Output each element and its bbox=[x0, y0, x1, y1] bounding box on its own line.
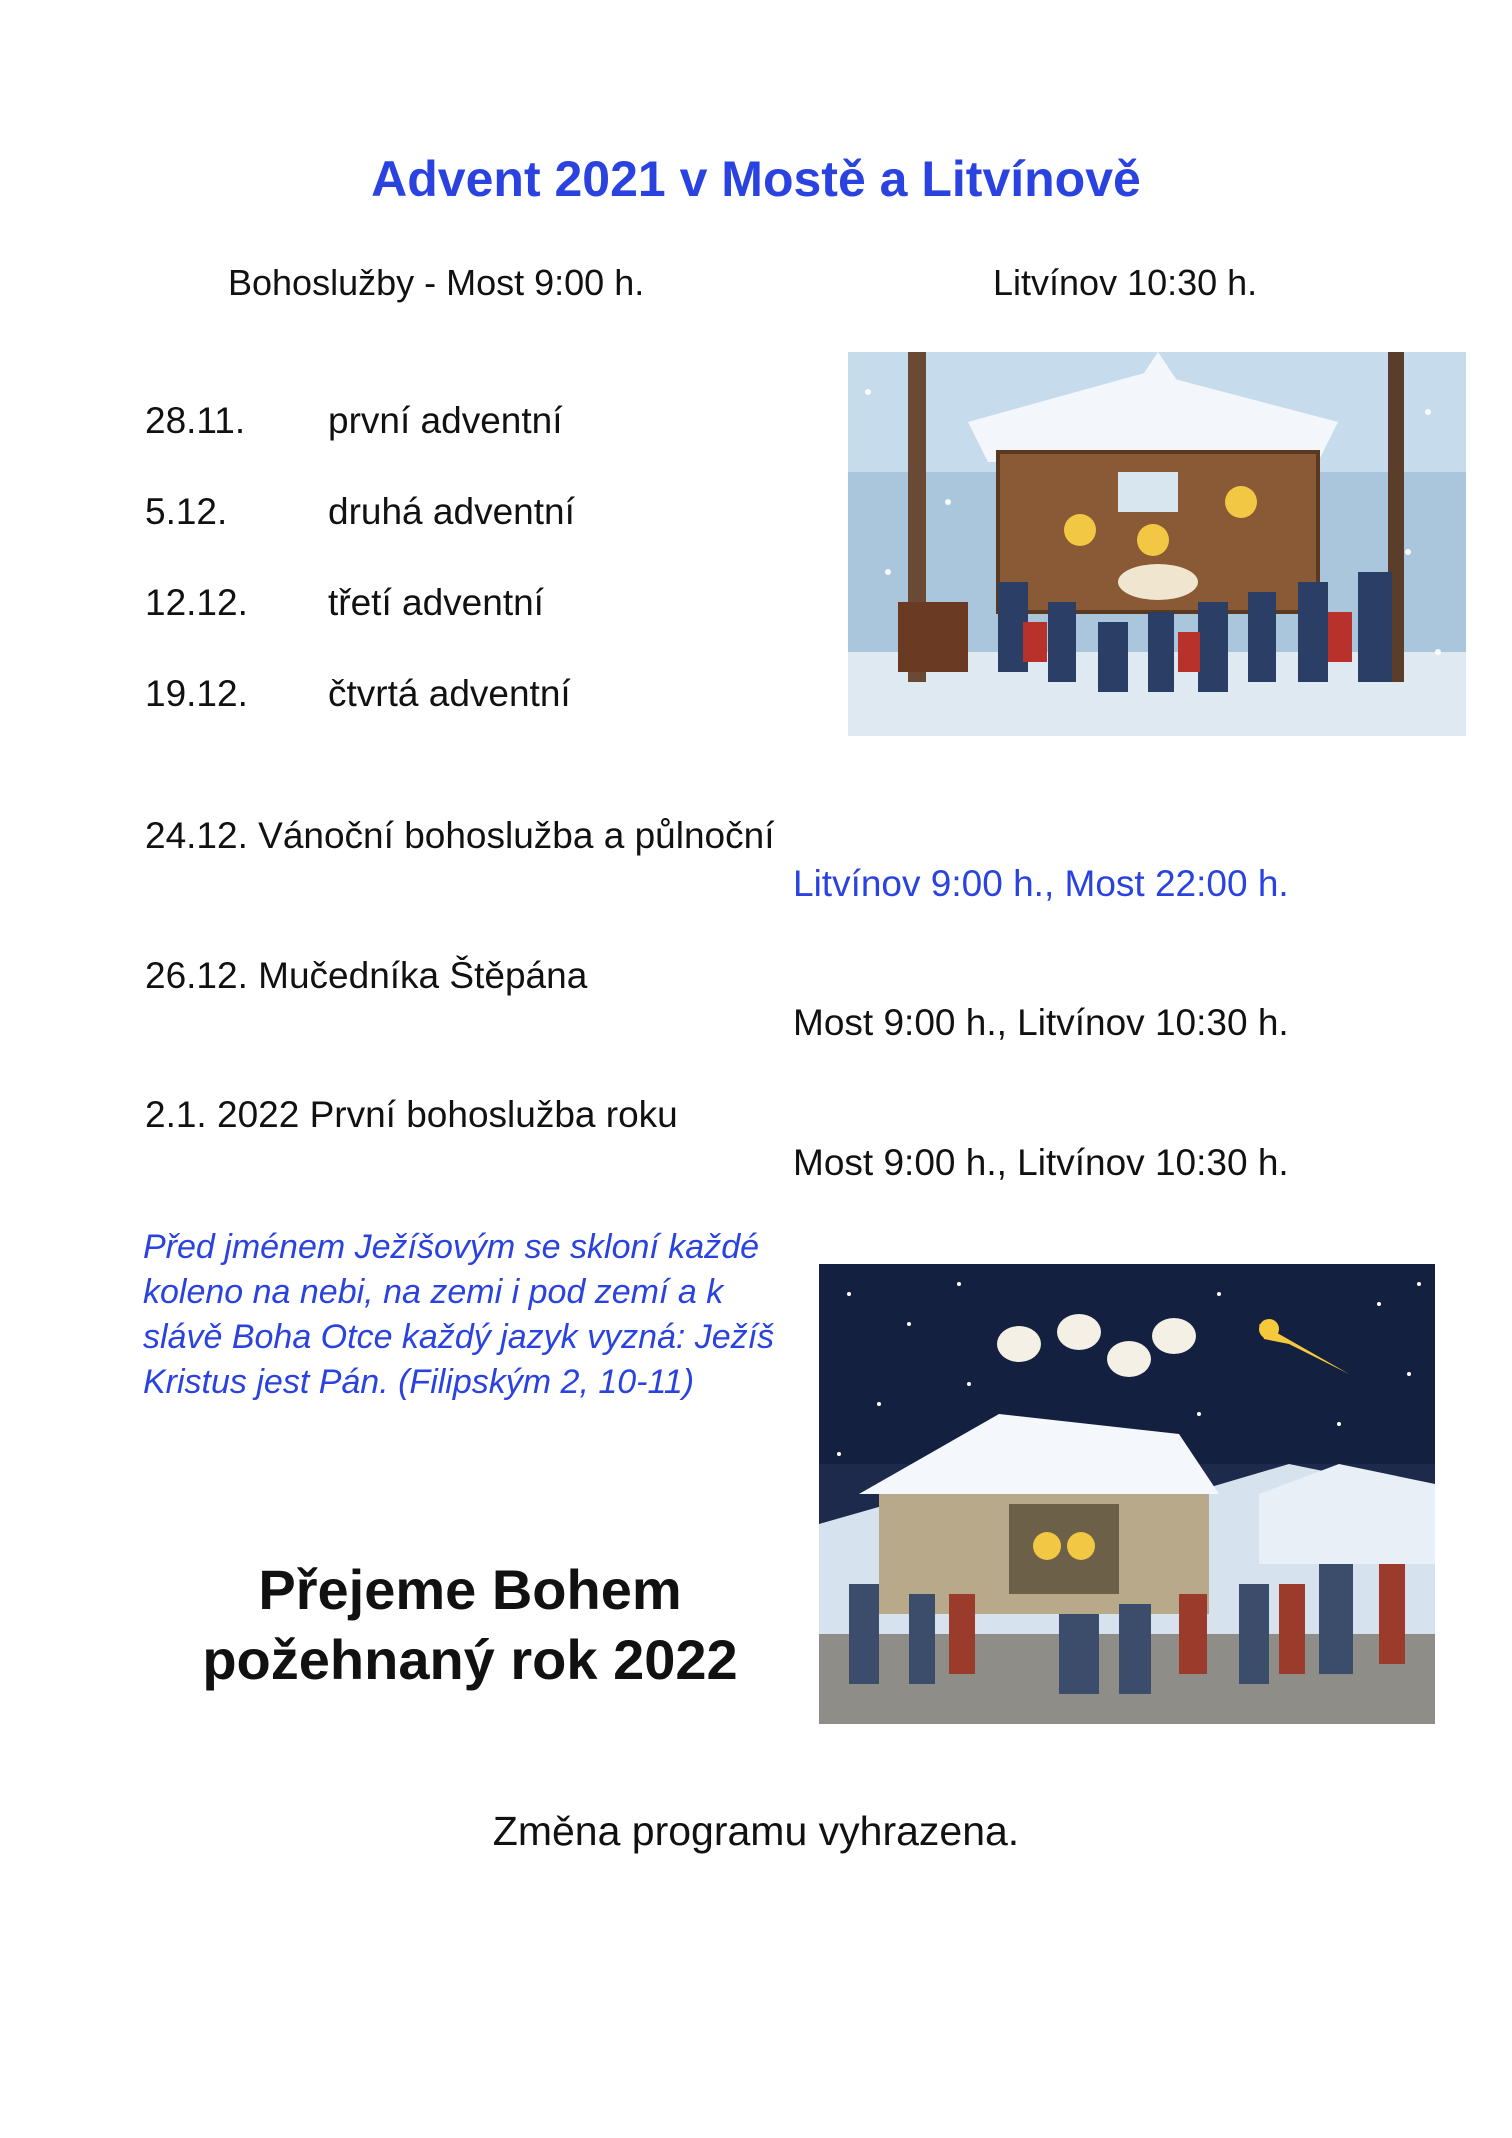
new-year-wish: Přejeme Bohem požehnaný rok 2022 bbox=[202, 1558, 738, 1691]
advent-name: čtvrtá adventní bbox=[328, 673, 571, 714]
nativity-painting-night bbox=[819, 1264, 1435, 1724]
services-header-most: Bohoslužby - Most 9:00 h. bbox=[228, 262, 645, 303]
nativity-painting-top bbox=[848, 352, 1466, 736]
special-service-label: 2.1. 2022 První bohoslužba roku bbox=[145, 1094, 678, 1135]
advent-name: druhá adventní bbox=[328, 491, 575, 532]
advent-name: první adventní bbox=[328, 400, 563, 441]
night-nativity-illustration bbox=[819, 1264, 1435, 1724]
special-service-times: Most 9:00 h., Litvínov 10:30 h. bbox=[793, 1002, 1289, 1043]
page-title: Advent 2021 v Mostě a Litvínově bbox=[371, 151, 1141, 207]
advent-date: 5.12. bbox=[145, 491, 228, 532]
special-service-label: 26.12. Mučedníka Štěpána bbox=[145, 955, 588, 996]
advent-date: 12.12. bbox=[145, 582, 248, 623]
special-service-label: 24.12. Vánoční bohoslužba a půlnoční bbox=[145, 815, 775, 856]
services-header-litvinov: Litvínov 10:30 h. bbox=[993, 262, 1258, 303]
advent-date: 28.11. bbox=[145, 400, 246, 441]
advent-name: třetí adventní bbox=[328, 582, 544, 623]
footer-note: Změna programu vyhrazena. bbox=[492, 1808, 1020, 1854]
nativity-scene-illustration bbox=[848, 352, 1466, 736]
advent-date: 19.12. bbox=[145, 673, 248, 714]
special-service-times: Litvínov 9:00 h., Most 22:00 h. bbox=[793, 863, 1289, 904]
special-service-times: Most 9:00 h., Litvínov 10:30 h. bbox=[793, 1142, 1289, 1183]
bible-quote: Před jménem Ježíšovým se skloní každé koleno na nebi, na zemi i pod zemí a k slávě Boha Otce každý jazyk vyzná: Ježíš Kristus jest Pán. (Filipským 2, 10-11) bbox=[143, 1228, 775, 1401]
